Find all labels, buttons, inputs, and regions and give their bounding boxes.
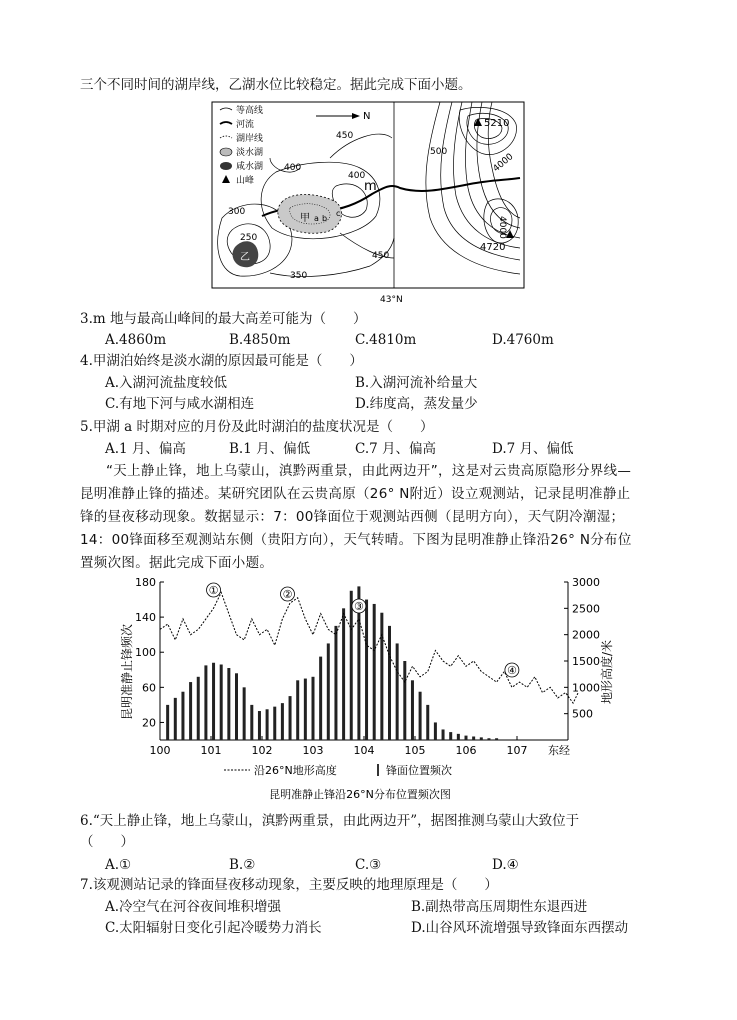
passage-line: “天上静止锋，地上乌蒙山，滇黔两重景，由此两边开”，这是对云贵高原隐形分界线— (106, 463, 632, 479)
q7-option-a[interactable]: A.冷空气在河谷夜间堆积增强 (105, 899, 282, 915)
bar (296, 680, 299, 740)
contour-label: 450 (372, 251, 390, 261)
contour-label: 450 (336, 131, 354, 141)
x-tick-label: 101 (200, 744, 222, 757)
y2-tick-label: 1500 (572, 655, 600, 668)
marker-label: ④ (506, 664, 517, 677)
y-tick-label: 20 (142, 716, 156, 730)
label-a: a (314, 214, 319, 223)
bar (174, 698, 177, 740)
bar (166, 705, 169, 740)
bar (189, 682, 192, 740)
q4-option-d[interactable]: D.纬度高，蒸发量少 (355, 396, 478, 412)
bar (411, 680, 414, 740)
contour-label: 4000 (497, 216, 507, 239)
q6-option-a[interactable]: A.① (105, 857, 132, 873)
peak-5210: 5210 (484, 118, 510, 129)
legend-contour: 等高线 (236, 106, 264, 116)
bar (380, 613, 383, 740)
bar (327, 643, 330, 740)
chart-xlabel: 东经 (548, 744, 570, 757)
bar (220, 665, 223, 740)
bar (235, 673, 238, 740)
q7-option-b[interactable]: B.副热带高压周期性东退西进 (411, 899, 588, 915)
contour-label: 300 (228, 207, 246, 217)
q7-option-d[interactable]: D.山谷风环流增强导致锋面东西摆动 (411, 920, 629, 936)
intro-text: 三个不同时间的湖岸线，乙湖水位比较稳定。据此完成下面小题。 (80, 77, 472, 93)
x-tick-label: 107 (506, 744, 528, 757)
legend-freshwater: 淡水湖 (236, 148, 264, 158)
bar (434, 722, 437, 740)
bar (495, 738, 498, 740)
contour-label: 400 (348, 171, 366, 181)
north-label: N (363, 111, 371, 122)
q6-option-d[interactable]: D.④ (492, 857, 519, 873)
bar (403, 661, 406, 740)
q4-option-c[interactable]: C.有地下河与咸水湖相连 (105, 396, 255, 412)
q5-option-c[interactable]: C.7 月、偏高 (355, 441, 437, 457)
bar (258, 711, 261, 740)
label-c: c (336, 209, 341, 218)
contour-label: 400 (284, 163, 302, 173)
bar (204, 665, 207, 740)
y2-tick-label: 2000 (572, 628, 600, 642)
q3-option-d[interactable]: D.4760m (492, 332, 554, 348)
front-frequency-chart (0, 572, 737, 812)
bar (266, 709, 269, 740)
y-tick-label: 180 (135, 576, 156, 589)
passage-line: 14：00锋面移至观测站东侧（贵阳方向），天气转晴。下图为昆明准静止锋沿26° N分布位 (80, 532, 632, 548)
y-tick-label: 140 (135, 611, 156, 625)
bar (250, 705, 253, 740)
q7-stem: 7.该观测站记录的锋面昼夜移动现象，主要反映的地理原理是（ ） (80, 877, 498, 893)
contour-label: 4000 (491, 151, 516, 175)
bar (457, 734, 460, 740)
q3-option-b[interactable]: B.4850m (229, 332, 291, 348)
lake-yi-label: 乙 (240, 252, 250, 263)
passage-line: 锋的昼夜移动现象。数据显示：7：00锋面位于观测站西侧（昆明方向），天气阴冷潮湿； (80, 509, 625, 525)
contour-label: 500 (430, 147, 448, 157)
q3-option-a[interactable]: A.4860m (105, 332, 167, 348)
q5-option-d[interactable]: D.7 月、偏低 (492, 441, 574, 457)
bar (319, 657, 322, 740)
q6-stem: 6.“天上静止锋，地上乌蒙山，滇黔两重景，由此两边开”，据图推测乌蒙山大致位于 (80, 813, 580, 829)
legend-shoreline: 湖岸线 (236, 134, 264, 144)
x-tick-label: 105 (404, 744, 426, 757)
q6-option-b[interactable]: B.② (229, 857, 256, 873)
legend-bars: 锋面位置频次 (386, 764, 452, 777)
bar (212, 663, 215, 740)
peak-4720: 4720 (480, 242, 506, 253)
bar (197, 677, 200, 740)
contour-label: 350 (290, 271, 308, 281)
chart-ylabel: 昆明准静止锋频次 (120, 623, 134, 721)
passage-line: 昆明准静止锋的描述。某研究团队在云贵高原（26° N附近）设立观测站，记录昆明准静止 (80, 486, 631, 502)
y2-tick-label: 500 (572, 707, 593, 721)
marker-label: ① (208, 584, 219, 597)
point-m: m (364, 179, 377, 194)
q3-option-c[interactable]: C.4810m (355, 332, 417, 348)
contour-map (0, 98, 737, 308)
q4-option-a[interactable]: A.入湖河流盐度较低 (105, 375, 228, 391)
q3-stem: 3.m 地与最高山峰间的最大高差可能为（ ） (80, 311, 367, 327)
passage-line: 置频次图。据此完成下面小题。 (80, 555, 274, 571)
bar (312, 677, 315, 740)
y2-tick-label: 2500 (572, 602, 600, 616)
bar (426, 705, 429, 740)
bar (388, 626, 391, 740)
bar (480, 737, 483, 740)
bar (373, 604, 376, 740)
bar (487, 738, 490, 740)
lake-jia-label: 甲 (300, 213, 310, 224)
bar (334, 626, 337, 740)
chart-legend (224, 763, 452, 777)
y-tick-label: 100 (135, 646, 156, 660)
y-tick-label: 60 (142, 681, 156, 695)
x-tick-label: 102 (251, 744, 273, 757)
contour-label: 250 (240, 233, 258, 243)
legend-saltwater: 咸水湖 (236, 162, 264, 172)
bar (449, 732, 452, 740)
q7-option-c[interactable]: C.太阳辐射日变化引起冷暖势力消长 (105, 920, 322, 936)
marker-label: ③ (353, 600, 364, 613)
x-tick-label: 106 (455, 744, 477, 757)
passage (80, 460, 680, 575)
bar (419, 692, 422, 740)
bar (227, 668, 230, 740)
bar (442, 729, 445, 740)
latitude-label: 43°N (380, 295, 403, 305)
q5-option-a[interactable]: A.1 月、偏高 (105, 441, 186, 457)
bar (273, 707, 276, 740)
bar (396, 643, 399, 740)
q4-option-b[interactable]: B.入湖河流补给量大 (355, 375, 478, 391)
bar (350, 591, 353, 740)
chart-title: 昆明准静止锋沿26°N分布位置频次图 (269, 788, 451, 801)
bar (243, 687, 246, 740)
bar (281, 703, 284, 740)
legend-peak: 山峰 (236, 176, 255, 186)
q4-stem: 4.甲湖泊始终是淡水湖的原因最可能是（ ） (80, 353, 363, 369)
q5-option-b[interactable]: B.1 月、偏低 (229, 441, 311, 457)
bar (365, 600, 368, 740)
legend-terrain: 沿26°N地形高度 (254, 764, 337, 777)
marker-label: ② (282, 588, 293, 601)
terrain-line (160, 593, 578, 704)
y2-tick-label: 3000 (572, 576, 600, 589)
q6-option-c[interactable]: C.③ (355, 857, 382, 873)
y2-tick-label: 1000 (572, 681, 600, 695)
bar (181, 692, 184, 740)
bar (289, 696, 292, 740)
q6-paren: （ ） (80, 834, 134, 850)
bar (465, 736, 468, 740)
label-b: b (322, 214, 328, 223)
x-tick-label: 104 (353, 744, 375, 757)
x-tick-label: 100 (149, 744, 171, 757)
x-tick-label: 103 (302, 744, 324, 757)
legend-river: 河流 (236, 120, 255, 130)
bar (304, 679, 307, 740)
bar (342, 608, 345, 740)
chart-y2label: 地形高度/米 (600, 639, 614, 705)
q5-stem: 5.甲湖 a 时期对应的月份及此时湖泊的盐度状况是（ ） (80, 419, 434, 435)
bar (472, 736, 475, 740)
